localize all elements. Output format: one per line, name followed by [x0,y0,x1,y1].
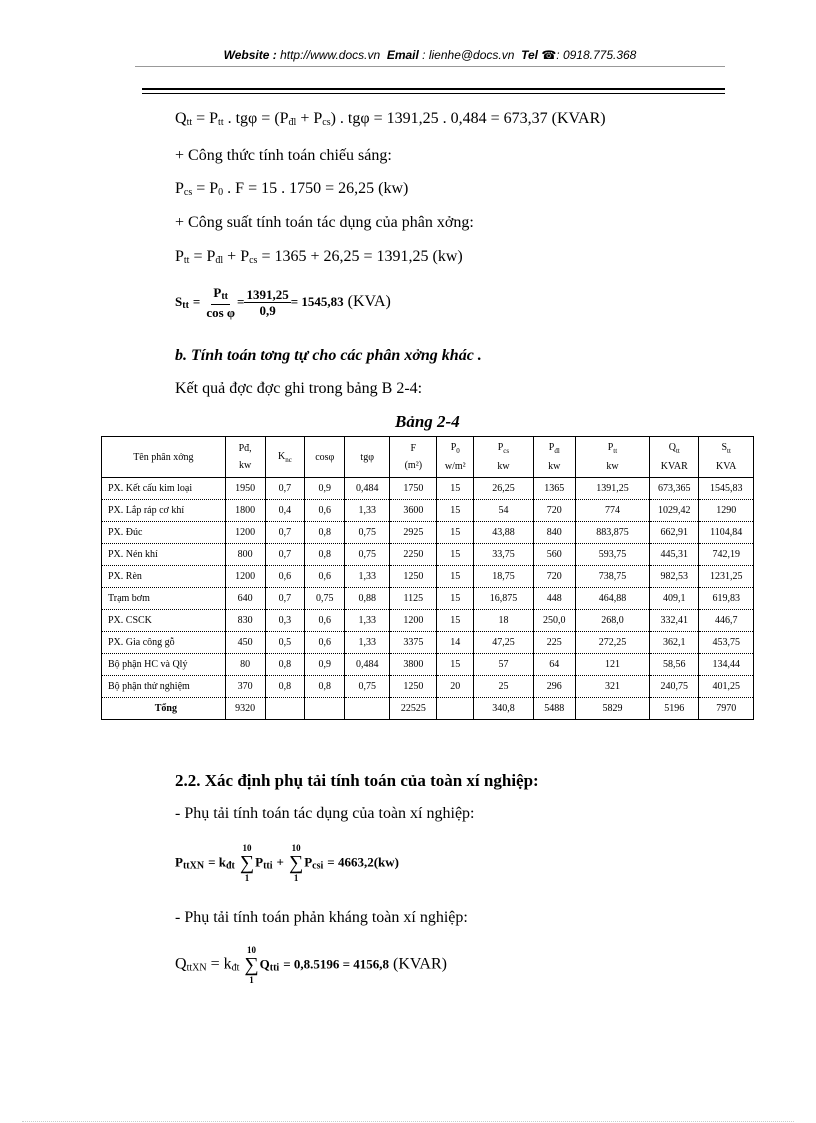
table-cell: 80 [225,654,265,676]
table-cell: 1,33 [345,610,390,632]
table-cell: 3600 [390,500,437,522]
table-header-cell: $K_{nc}$ [265,437,305,478]
table-row [102,544,754,566]
total-cell [437,698,474,720]
table-header-cell: $P_0$ w/m² [437,437,474,478]
table-cell: 982,53 [650,566,699,588]
workshop-name-cell: Bộ phận thử nghiệm [102,676,226,698]
table-cell: 409,1 [650,588,699,610]
table-row [102,654,754,676]
stt-fraction-1: $\frac{P_{tt}}{\text{cos φ}}$ [206,285,236,320]
lighting-formula-heading: + Công thức tính toán chiếu sáng: [175,147,392,164]
workshop-name-cell: PX. Đúc [102,522,226,544]
section-b-heading: b. Tính toán tơng tự cho các phân xởng khác . [175,347,482,364]
total-cell [345,698,390,720]
table-cell: 0,8 [305,676,345,698]
pcs-formula-line: $P_{cs} = P_0$ . F = 15 . 1750 = 26,25 (kw) [175,180,409,198]
table-cell: 1290 [699,500,754,522]
table-row [102,478,754,500]
table-cell: 33,75 [474,544,534,566]
header-rule [135,66,725,67]
total-cell [265,698,305,720]
table-cell: 0,75 [345,544,390,566]
table-cell: 0,5 [265,632,305,654]
table-cell: 18,75 [474,566,534,588]
table-cell: 250,0 [533,610,575,632]
header-double-rule [142,88,725,94]
table-cell: 296 [533,676,575,698]
table-cell: 268,0 [575,610,649,632]
table-cell: 1200 [225,566,265,588]
website-url[interactable]: http://www.docs.vn [280,48,381,62]
total-cell: 7970 [699,698,754,720]
table-header-cell: $S_{tt}$ KVA [699,437,754,478]
table-row [102,588,754,610]
table-cell: 0,6 [305,566,345,588]
table-header-cell: $P_{cs}$ kw [474,437,534,478]
table-cell: 0,9 [305,654,345,676]
email-address[interactable]: : lienhe@docs.vn [422,48,515,62]
table-row [102,610,754,632]
table-header-cell: Tên phân xởng [102,437,226,478]
table-cell: 26,25 [474,478,534,500]
table-cell: 1200 [390,610,437,632]
table-cell: 1800 [225,500,265,522]
tel-label: Tel [521,48,538,62]
table-cell: 445,31 [650,544,699,566]
section-2-2-heading: 2.2. Xác định phụ tải tính toán của toàn xí nghiệp: [175,771,539,790]
table-cell: 1365 [533,478,575,500]
table-header-row [102,437,754,478]
table-cell: 14 [437,632,474,654]
ptt-formula-line: $P_{tt} = P_{đl} + P_{cs} = 1365 + 26,25 = 1391,25$ (kw) [175,248,463,266]
table-cell: 134,44 [699,654,754,676]
table-cell: 15 [437,478,474,500]
table-cell: 560 [533,544,575,566]
table-cell: 0,484 [345,478,390,500]
stt-fraction-2: $\frac{1391,25}{0,9}$ [246,287,289,318]
pttxn-formula: $P_{ttXN} = k_{đt}$ 10 ∑ 1 $P_{tti}$ + 10 ∑ 1 $P_{csi} = 4663,2(kw)$ [175,843,399,883]
table-cell: 0,8 [305,522,345,544]
table-header-cell: $P_{đl}$ kw [533,437,575,478]
table-cell: 1750 [390,478,437,500]
table-cell: 3375 [390,632,437,654]
sum-symbol: 10 ∑ 1 [239,843,255,883]
total-label-cell: Tổng [102,698,226,720]
table-cell: 43,88 [474,522,534,544]
table-cell: 332,41 [650,610,699,632]
table-cell: 15 [437,500,474,522]
sum-symbol: 10 ∑ 1 [288,843,304,883]
table-cell: 1250 [390,566,437,588]
table-cell: 0,7 [265,544,305,566]
sum-symbol: 10 ∑ 1 [244,945,259,985]
reactive-load-heading: - Phụ tải tính toán phản kháng toàn xí nghiệp: [175,909,468,926]
table-cell: 54 [474,500,534,522]
table-cell: 1,33 [345,566,390,588]
table-header-cell: F (m²) [390,437,437,478]
table-cell: 0,9 [305,478,345,500]
table-cell: 3800 [390,654,437,676]
table-cell: 0,7 [265,522,305,544]
table-cell: 225 [533,632,575,654]
table-cell: 20 [437,676,474,698]
table-cell: 448 [533,588,575,610]
table-cell: 1029,42 [650,500,699,522]
table-cell: 58,56 [650,654,699,676]
table-row [102,632,754,654]
table-body [102,478,754,720]
page-header [135,48,725,62]
table-cell: 450 [225,632,265,654]
table-cell: 1200 [225,522,265,544]
table-cell: 0,3 [265,610,305,632]
workshop-name-cell: PX. CSCK [102,610,226,632]
table-cell: 883,875 [575,522,649,544]
total-cell [305,698,345,720]
table-header-cell: $P_{tt}$ kw [575,437,649,478]
table-cell: 15 [437,544,474,566]
table-header-cell: Pđ, kw [225,437,265,478]
email-label: Email [386,48,419,62]
active-load-heading: - Phụ tải tính toán tác dụng của toàn xí nghiệp: [175,805,475,822]
table-cell: 0,8 [305,544,345,566]
table-cell: 15 [437,566,474,588]
table-row [102,566,754,588]
table-cell: 0,7 [265,588,305,610]
table-cell: 15 [437,588,474,610]
active-power-heading: + Công suất tính toán tác dụng của phân xởng: [175,214,474,231]
table-cell: 272,25 [575,632,649,654]
table-cell: 1125 [390,588,437,610]
table-cell: 1391,25 [575,478,649,500]
page-bottom-edge [22,1121,794,1122]
total-cell: 5488 [533,698,575,720]
table-cell: 1,33 [345,500,390,522]
table-cell: 1104,84 [699,522,754,544]
total-cell: 340,8 [474,698,534,720]
qttxn-formula: $Q_{ttXN} = k_{đt}$ 10 ∑ 1 $Q_{tti} = 0,8.5196 = 4156,8$ (KVAR) [175,945,447,985]
table-cell: 738,75 [575,566,649,588]
table-cell: 25 [474,676,534,698]
table-row [102,500,754,522]
table-cell: 593,75 [575,544,649,566]
workshop-name-cell: PX. Lắp ráp cơ khí [102,500,226,522]
table-cell: 0,6 [305,500,345,522]
table-cell: 453,75 [699,632,754,654]
table-cell: 1545,83 [699,478,754,500]
table-cell: 742,19 [699,544,754,566]
table-cell: 840 [533,522,575,544]
table-cell: 774 [575,500,649,522]
table-cell: 15 [437,522,474,544]
table-cell: 64 [533,654,575,676]
table-cell: 362,1 [650,632,699,654]
table-cell: 121 [575,654,649,676]
table-cell: 0,75 [345,522,390,544]
phone-icon: ☎ [541,48,557,62]
stt-formula-line: $S_{tt}$ = $\frac{P_{tt}}{\text{cos φ}}$ = $\frac{1391,25}{0,9}$ = 1545,83 (KVA) [175,285,391,320]
table-cell: 0,6 [305,610,345,632]
table-cell: 47,25 [474,632,534,654]
table-cell: 401,25 [699,676,754,698]
table-cell: 830 [225,610,265,632]
table-cell: 673,365 [650,478,699,500]
table-cell: 0,7 [265,478,305,500]
result-note: Kết quả đợc đợc ghi trong bảng B 2-4: [175,380,423,397]
table-cell: 640 [225,588,265,610]
table-cell: 2250 [390,544,437,566]
table-header-cell: $Q_{tt}$ KVAR [650,437,699,478]
table-caption: Bảng 2-4 [395,412,460,431]
q-formula-line: $Q_{tt} = P_{tt}$ . $tg\varphi = (P_{đl} + P_{cs})$ . tgφ = 1391,25 . 0,484 = 673,37 (KVAR) [175,110,606,128]
table-cell: 240,75 [650,676,699,698]
table-cell: 0,88 [345,588,390,610]
table-cell: 0,6 [265,566,305,588]
total-cell: 5829 [575,698,649,720]
table-total-row [102,698,754,720]
table-cell: 16,875 [474,588,534,610]
website-label: Website : [223,48,277,62]
table-cell: 57 [474,654,534,676]
workshop-name-cell: PX. Nén khí [102,544,226,566]
table-cell: 15 [437,654,474,676]
table-cell: 0,6 [305,632,345,654]
workshop-name-cell: PX. Rèn [102,566,226,588]
workshop-name-cell: Trạm bơm [102,588,226,610]
table-cell: 1,33 [345,632,390,654]
table-cell: 0,75 [305,588,345,610]
table-cell: 0,8 [265,676,305,698]
table-cell: 15 [437,610,474,632]
total-cell: 22525 [390,698,437,720]
total-cell: 5196 [650,698,699,720]
table-cell: 800 [225,544,265,566]
table-cell: 446,7 [699,610,754,632]
tel-number: : 0918.775.368 [556,48,637,62]
table-cell: 18 [474,610,534,632]
table-cell: 619,83 [699,588,754,610]
total-cell: 9320 [225,698,265,720]
table-cell: 720 [533,500,575,522]
table-cell: 464,88 [575,588,649,610]
table-row [102,676,754,698]
table-cell: 2925 [390,522,437,544]
table-cell: 662,91 [650,522,699,544]
table-row [102,522,754,544]
load-table [101,436,754,720]
table-cell: 0,75 [345,676,390,698]
table-cell: 0,4 [265,500,305,522]
table-cell: 321 [575,676,649,698]
workshop-name-cell: PX. Kết cấu kim loại [102,478,226,500]
workshop-name-cell: Bộ phận HC và Qlý [102,654,226,676]
table-cell: 0,484 [345,654,390,676]
table-cell: 720 [533,566,575,588]
table-cell: 1250 [390,676,437,698]
table-header-cell: cosφ [305,437,345,478]
table-cell: 0,8 [265,654,305,676]
table-header-cell: tgφ [345,437,390,478]
table-cell: 370 [225,676,265,698]
table-cell: 1950 [225,478,265,500]
table-cell: 1231,25 [699,566,754,588]
workshop-name-cell: PX. Gia công gỗ [102,632,226,654]
